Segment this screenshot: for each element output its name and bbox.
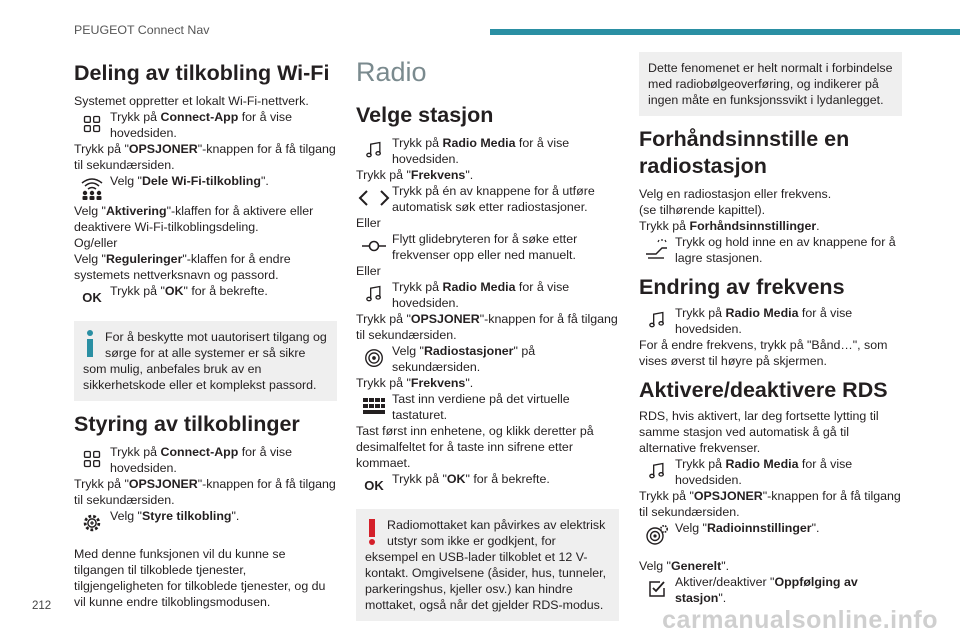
checkbox-icon: [639, 574, 675, 604]
header-accent-bar: [490, 29, 960, 35]
music-note-icon: [639, 305, 675, 335]
step-radio-settings: Velg "Radioinnstillinger".: [639, 520, 902, 550]
radio-station-icon: [356, 343, 392, 373]
preset-step-1: Velg en radiostasjon eller frekvens.: [639, 187, 832, 201]
gear-connection-icon: [74, 508, 110, 538]
step-radio-media-3: Trykk på Radio Media for å vise hovedsiden.: [639, 305, 902, 337]
options-instruction: Trykk på "OPSJONER"-knappen for å få tilgang til sekundærsiden.: [74, 142, 336, 172]
general-instruction: Velg "Generelt".: [639, 559, 730, 573]
step-radio-media-4: Trykk på Radio Media for å vise hovedsiden.: [639, 456, 902, 488]
activation-instruction: Velg "Aktivering"-klaffen for å aktivere eller deaktivere Wi-Fi-tilkoblingsdeling.: [74, 204, 314, 234]
info-text: For å beskytte mot uautorisert tilgang og sørge for at alle systemer er så sikre som mulig, anbefales bruk av en sikkerhetskode eller et komplekst passord.: [83, 330, 327, 392]
warning-box-reception: [356, 509, 619, 621]
music-note-icon: [356, 279, 392, 309]
manage-description: Med denne funksjonen vil du kunne se tilgangen til tilkoblede tjenester, tilgjengeligheten for tilkoblede tjenester, og du vil kunne endre tilkoblingsmodusen.: [74, 547, 326, 609]
step-connect-app: Trykk på Connect-App for å vise hovedsiden.: [74, 109, 337, 141]
options-instruction-radio: Trykk på "OPSJONER"-knappen for å få tilgang til sekundærsiden.: [356, 312, 618, 342]
radio-settings-icon: [639, 520, 675, 550]
preset-hand-icon: [639, 234, 675, 264]
step-auto-search: Trykk på én av knappene for å utføre automatisk søk etter radiostasjoner.: [356, 183, 619, 215]
music-note-icon: [356, 135, 392, 165]
heading-manage-connections: Styring av tilkoblinger: [74, 412, 300, 436]
band-instruction: For å endre frekvens, trykk på "Bånd…", som vises øverst til høyre på skjermen.: [639, 338, 888, 368]
apps-grid-icon: [74, 109, 110, 139]
step-radio-media: Trykk på Radio Media for å vise hovedsiden.: [356, 135, 619, 167]
step-ok-confirm-radio: OK Trykk på "OK" for å bekrefte.: [356, 471, 619, 501]
note-box-normal: [639, 52, 902, 116]
and-or-text: Og/eller: [74, 236, 118, 250]
step-hold-preset: Trykk og hold inne en av knappene for å lagre stasjonen.: [639, 234, 902, 266]
slider-icon: [356, 231, 392, 261]
options-instruction-rds: Trykk på "OPSJONER"-knappen for å få tilgang til sekundærsiden.: [639, 489, 901, 519]
running-header: PEUGEOT Connect Nav: [74, 23, 210, 37]
apps-grid-icon: [74, 444, 110, 474]
step-radio-stations: Velg "Radiostasjoner" på sekundærsiden.: [356, 343, 619, 375]
section-title-radio: Radio: [356, 57, 427, 87]
step-slider: Flytt glidebryteren for å søke etter frekvenser opp eller ned manuelt.: [356, 231, 619, 263]
ok-icon: OK: [82, 290, 102, 305]
frequency-instruction-2: Trykk på "Frekvens".: [356, 376, 474, 390]
step-keyboard: Tast inn verdiene på det virtuelle tastaturet.: [356, 391, 619, 423]
or-text-2: Eller: [356, 264, 381, 278]
watermark: carmanualsonline.info: [662, 606, 938, 634]
column-wifi: [74, 52, 337, 610]
step-share-wifi: Velg "Dele Wi-Fi-tilkobling".: [74, 173, 337, 203]
step-station-follow: Aktiver/deaktiver "Oppfølging av stasjon".: [639, 574, 902, 606]
heading-select-station: Velge stasjon: [356, 103, 494, 127]
heading-preset-station: Forhåndsinnstille en radiostasjon: [639, 127, 850, 178]
rds-description: RDS, hvis aktivert, lar deg fortsette lytting til samme stasjon ved automatisk å gå til alternative frekvenser.: [639, 409, 879, 455]
frequency-instruction: Trykk på "Frekvens".: [356, 168, 474, 182]
heading-change-frequency: Endring av frekvens: [639, 275, 845, 299]
preset-step-3: Trykk på Forhåndsinnstillinger.: [639, 219, 820, 233]
step-ok-confirm: OK Trykk på "OK" for å bekrefte.: [74, 283, 337, 313]
column-radio: [356, 52, 619, 631]
keyboard-icon: [356, 391, 392, 421]
step-connect-app-2: Trykk på Connect-App for å vise hovedsiden.: [74, 444, 337, 476]
settings-instruction: Velg "Reguleringer"-klaffen for å endre systemets nettverksnavn og passord.: [74, 252, 291, 282]
heading-rds: Aktivere/deaktivere RDS: [639, 378, 888, 402]
music-note-icon: [639, 456, 675, 486]
step-manage-connection: Velg "Styre tilkobling".: [74, 508, 337, 538]
note-text: Dette fenomenet er helt normalt i forbindelse med radiobølgeoverføring, og indikerer på ingen måte en funksjonssvikt i lydanlegget.: [648, 61, 893, 107]
column-presets: [639, 52, 902, 606]
page-number: 212: [32, 600, 52, 612]
step-radio-media-2: Trykk på Radio Media for å vise hovedsiden.: [356, 279, 619, 311]
warning-icon: [365, 517, 387, 547]
heading-wifi-sharing: Deling av tilkobling Wi-Fi: [74, 61, 330, 85]
wifi-intro: Systemet oppretter et lokalt Wi-Fi-nettverk.: [74, 94, 309, 108]
options-instruction-2: Trykk på "OPSJONER"-knappen for å få tilgang til sekundærsiden.: [74, 477, 336, 507]
keyboard-description: Tast først inn enhetene, og klikk deretter på desimalfeltet for å taste inn sifrene etter kommaet.: [356, 424, 594, 470]
ok-icon: OK: [364, 478, 384, 493]
chevron-left-right-icon: [356, 183, 392, 213]
info-box-security: [74, 321, 337, 401]
warning-text: Radiomottaket kan påvirkes av elektrisk utstyr som ikke er godkjent, for eksempel en USB-lader tilkoblet et 12 V-kontakt. Omgivelsene (åsider, hus, tunneler, parkeringshus, kjeller osv.) kan hindre mottaket, også når det gjelder RDS-modus.: [365, 518, 607, 612]
info-icon: [83, 329, 105, 359]
or-text-1: Eller: [356, 216, 381, 230]
wifi-share-icon: [74, 173, 110, 203]
preset-step-2: (se tilhørende kapittel).: [639, 203, 766, 217]
